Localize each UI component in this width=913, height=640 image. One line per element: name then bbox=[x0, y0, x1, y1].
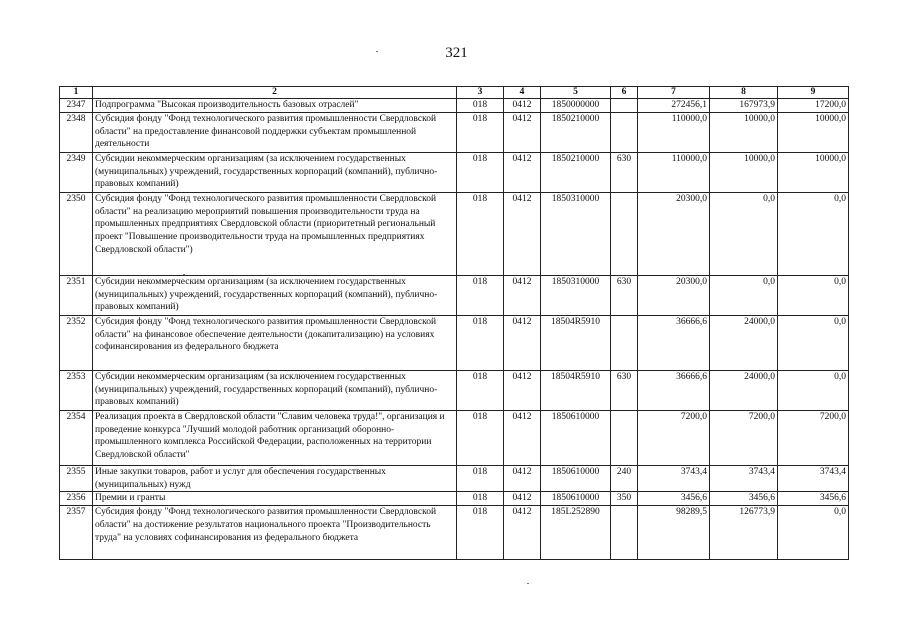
table-row bbox=[60, 506, 849, 560]
target-article-code: 1850610000 bbox=[541, 410, 611, 465]
amount-col-7: 272456,1 bbox=[638, 99, 710, 113]
item-name: Подпрограмма "Высокая производительность базовых отраслей" bbox=[93, 99, 457, 113]
amount-col-8: 167973,9 bbox=[710, 99, 778, 113]
target-article-code: 1850610000 bbox=[541, 465, 611, 492]
amount-col-9: 10000,0 bbox=[778, 152, 849, 192]
header-cell: 2 bbox=[93, 87, 457, 99]
amount-col-8: 24000,0 bbox=[710, 370, 778, 410]
table-row bbox=[60, 99, 849, 113]
section-code: 0412 bbox=[504, 506, 541, 560]
table-row bbox=[60, 370, 849, 410]
ministry-code: 018 bbox=[457, 506, 504, 560]
section-code: 0412 bbox=[504, 152, 541, 192]
header-cell: 1 bbox=[60, 87, 93, 99]
section-code: 0412 bbox=[504, 410, 541, 465]
ministry-code: 018 bbox=[457, 275, 504, 315]
amount-col-9: 3743,4 bbox=[778, 465, 849, 492]
expense-type-code bbox=[611, 506, 638, 560]
amount-col-7: 3743,4 bbox=[638, 465, 710, 492]
section-code: 0412 bbox=[504, 492, 541, 506]
amount-col-9: 3456,6 bbox=[778, 492, 849, 506]
expense-type-code bbox=[611, 192, 638, 275]
ministry-code: 018 bbox=[457, 465, 504, 492]
item-name: Реализация проекта в Свердловской области "Славим человека труда!", организация и проведение конкурса "Лучший молодой работник организаций оборонно-промышленного комплекса Российской Федерации, расположенных на территории Свердловской области" bbox=[93, 410, 457, 465]
row-number: 2349 bbox=[60, 152, 93, 192]
budget-table bbox=[59, 86, 849, 560]
item-name: Субсидии некоммерческим организациям (за исключением государственных (муниципальных) учреждений, государственных корпораций (компаний), публично-правовых компаний) bbox=[93, 152, 457, 192]
ministry-code: 018 bbox=[457, 99, 504, 113]
row-number: 2347 bbox=[60, 99, 93, 113]
amount-col-8: 24000,0 bbox=[710, 315, 778, 370]
scan-speck bbox=[183, 274, 185, 275]
ministry-code: 018 bbox=[457, 192, 504, 275]
row-number: 2351 bbox=[60, 275, 93, 315]
table-row bbox=[60, 112, 849, 152]
item-name: Субсидии некоммерческим организациям (за исключением государственных (муниципальных) учреждений, государственных корпораций (компаний), публично-правовых компаний) bbox=[93, 370, 457, 410]
section-code: 0412 bbox=[504, 370, 541, 410]
section-code: 0412 bbox=[504, 465, 541, 492]
ministry-code: 018 bbox=[457, 315, 504, 370]
table-row bbox=[60, 465, 849, 492]
amount-col-8: 3456,6 bbox=[710, 492, 778, 506]
expense-type-code bbox=[611, 112, 638, 152]
item-name: Субсидии некоммерческим организациям (за исключением государственных (муниципальных) учреждений, государственных корпораций (компаний), публично-правовых компаний) bbox=[93, 275, 457, 315]
amount-col-7: 36666,6 bbox=[638, 370, 710, 410]
amount-col-8: 10000,0 bbox=[710, 152, 778, 192]
amount-col-9: 0,0 bbox=[778, 506, 849, 560]
target-article-code: 1850310000 bbox=[541, 275, 611, 315]
row-number: 2348 bbox=[60, 112, 93, 152]
item-name: Субсидия фонду "Фонд технологического развития промышленности Свердловской области" на достижение результатов национального проекта "Производительность труда" на условиях софинансирования из федерального бюджета bbox=[93, 506, 457, 560]
item-name: Иные закупки товаров, работ и услуг для обеспечения государственных (муниципальных) нужд bbox=[93, 465, 457, 492]
table-row bbox=[60, 192, 849, 275]
section-code: 0412 bbox=[504, 99, 541, 113]
amount-col-8: 126773,9 bbox=[710, 506, 778, 560]
item-name: Субсидия фонду "Фонд технологического развития промышленности Свердловской области" на предоставление финансовой поддержки субъектам промышленной деятельности bbox=[93, 112, 457, 152]
header-cell: 7 bbox=[638, 87, 710, 99]
amount-col-8: 3743,4 bbox=[710, 465, 778, 492]
amount-col-7: 110000,0 bbox=[638, 152, 710, 192]
table-header bbox=[60, 87, 849, 99]
amount-col-7: 110000,0 bbox=[638, 112, 710, 152]
amount-col-9: 0,0 bbox=[778, 192, 849, 275]
amount-col-7: 36666,6 bbox=[638, 315, 710, 370]
expense-type-code bbox=[611, 315, 638, 370]
section-code: 0412 bbox=[504, 275, 541, 315]
target-article-code: 185L252890 bbox=[541, 506, 611, 560]
target-article-code: 1850610000 bbox=[541, 492, 611, 506]
target-article-code: 1850210000 bbox=[541, 152, 611, 192]
item-name: Премии и гранты bbox=[93, 492, 457, 506]
table-row bbox=[60, 152, 849, 192]
row-number: 2352 bbox=[60, 315, 93, 370]
row-number: 2357 bbox=[60, 506, 93, 560]
amount-col-8: 10000,0 bbox=[710, 112, 778, 152]
ministry-code: 018 bbox=[457, 112, 504, 152]
header-cell: 8 bbox=[710, 87, 778, 99]
ministry-code: 018 bbox=[457, 370, 504, 410]
amount-col-9: 0,0 bbox=[778, 315, 849, 370]
section-code: 0412 bbox=[504, 112, 541, 152]
target-article-code: 18504R5910 bbox=[541, 315, 611, 370]
item-name: Субсидия фонду "Фонд технологического развития промышленности Свердловской области" на реализацию мероприятий повышения производительности труда на промышленных предприятиях Свердловской области (приоритетный региональный проект "Повышение производительности труда на промышленных предприятиях Свердловской области") bbox=[93, 192, 457, 275]
row-number: 2350 bbox=[60, 192, 93, 275]
header-cell: 6 bbox=[611, 87, 638, 99]
amount-col-8: 0,0 bbox=[710, 275, 778, 315]
target-article-code: 1850000000 bbox=[541, 99, 611, 113]
row-number: 2355 bbox=[60, 465, 93, 492]
amount-col-9: 10000,0 bbox=[778, 112, 849, 152]
amount-col-9: 0,0 bbox=[778, 370, 849, 410]
amount-col-7: 20300,0 bbox=[638, 192, 710, 275]
table-row bbox=[60, 315, 849, 370]
row-number: 2356 bbox=[60, 492, 93, 506]
ministry-code: 018 bbox=[457, 152, 504, 192]
row-number: 2353 bbox=[60, 370, 93, 410]
header-cell: 5 bbox=[541, 87, 611, 99]
header-cell: 4 bbox=[504, 87, 541, 99]
amount-col-7: 98289,5 bbox=[638, 506, 710, 560]
row-number: 2354 bbox=[60, 410, 93, 465]
table-row bbox=[60, 275, 849, 315]
table-body bbox=[60, 99, 849, 560]
page-number: 321 bbox=[445, 45, 468, 61]
table-row bbox=[60, 410, 849, 465]
expense-type-code bbox=[611, 410, 638, 465]
amount-col-8: 7200,0 bbox=[710, 410, 778, 465]
header-cell: 3 bbox=[457, 87, 504, 99]
amount-col-9: 0,0 bbox=[778, 275, 849, 315]
expense-type-code: 630 bbox=[611, 370, 638, 410]
ministry-code: 018 bbox=[457, 410, 504, 465]
ministry-code: 018 bbox=[457, 492, 504, 506]
target-article-code: 18504R5910 bbox=[541, 370, 611, 410]
target-article-code: 1850310000 bbox=[541, 192, 611, 275]
target-article-code: 1850210000 bbox=[541, 112, 611, 152]
expense-type-code: 630 bbox=[611, 152, 638, 192]
expense-type-code bbox=[611, 99, 638, 113]
section-code: 0412 bbox=[504, 315, 541, 370]
amount-col-7: 3456,6 bbox=[638, 492, 710, 506]
section-code: 0412 bbox=[504, 192, 541, 275]
amount-col-7: 7200,0 bbox=[638, 410, 710, 465]
table-row bbox=[60, 492, 849, 506]
header-cell: 9 bbox=[778, 87, 849, 99]
amount-col-7: 20300,0 bbox=[638, 275, 710, 315]
amount-col-9: 17200,0 bbox=[778, 99, 849, 113]
amount-col-8: 0,0 bbox=[710, 192, 778, 275]
header-row bbox=[60, 87, 849, 99]
expense-type-code: 240 bbox=[611, 465, 638, 492]
scan-speck bbox=[376, 51, 378, 52]
amount-col-9: 7200,0 bbox=[778, 410, 849, 465]
expense-type-code: 630 bbox=[611, 275, 638, 315]
expense-type-code: 350 bbox=[611, 492, 638, 506]
scan-speck bbox=[527, 583, 529, 584]
item-name: Субсидия фонду "Фонд технологического развития промышленности Свердловской области" на финансовое обеспечение деятельности (докапитализацию) на условиях софинансирования из федерального бюджета bbox=[93, 315, 457, 370]
